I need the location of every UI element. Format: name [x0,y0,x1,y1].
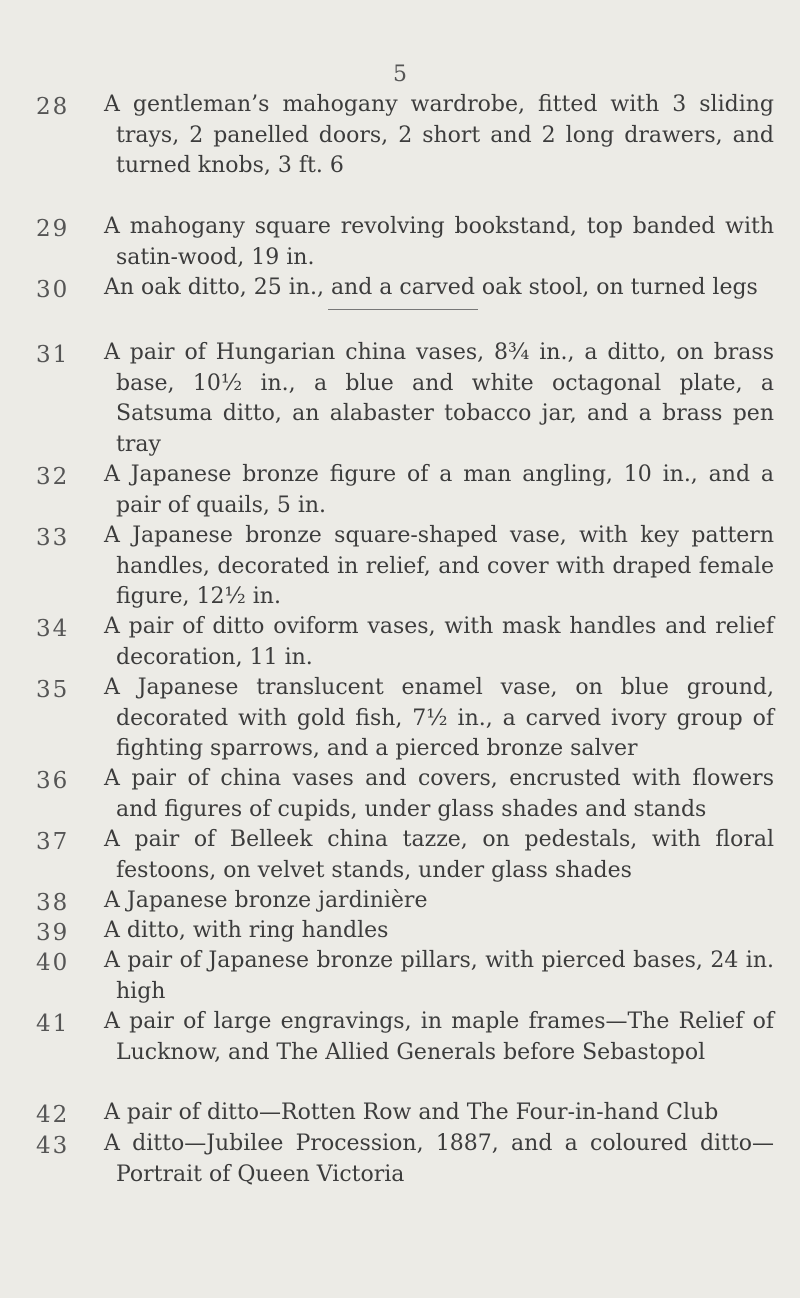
lot-description: A ditto—Jubilee Procession, 1887, and a coloured ditto—Portrait of Queen Victoria [104,1131,774,1187]
lot-description: A mahogany square revolving bookstand, top banded with satin-wood, 19 in. [104,214,774,270]
lot-description: A pair of ditto—Rotten Row and The Four-in-hand Club [104,1100,719,1125]
lot-number: 28 [36,94,70,120]
lot-description: A ditto, with ring handles [104,918,389,943]
lot-description: A Japanese bronze figure of a man angling, 10 in., and a pair of quails, 5 in. [104,462,774,518]
lot-description: A Japanese bronze square-shaped vase, with key pattern handles, decorated in relief, and cover with draped female figure, 12½ in. [104,523,774,609]
lot-number: 37 [36,829,70,855]
lot-number: 31 [36,342,70,368]
page-number: 5 [393,62,407,87]
lot-number: 41 [36,1011,70,1037]
lot-description: A pair of Belleek china tazze, on pedestals, with floral festoons, on velvet stands, under glass shades [104,827,774,883]
lot-description: A Japanese translucent enamel vase, on blue ground, decorated with gold fish, 7½ in., a carved ivory group of fighting sparrows, and a pierced bronze salver [104,675,774,761]
lot-description: An oak ditto, 25 in., and a carved oak stool, on turned legs [104,275,758,300]
lot-number: 34 [36,616,70,642]
lot-number: 30 [36,277,70,303]
lot-number: 39 [36,920,70,946]
lot-number: 32 [36,464,70,490]
lot-number: 36 [36,768,70,794]
section-divider [328,309,478,310]
lot-number: 43 [36,1133,70,1159]
lot-description: A pair of Japanese bronze pillars, with pierced bases, 24 in. high [104,948,774,1004]
lot-number: 35 [36,677,70,703]
lot-description: A Japanese bronze jardinière [104,888,428,913]
lot-number: 42 [36,1102,70,1128]
lot-description: A pair of ditto oviform vases, with mask handles and relief decoration, 11 in. [104,614,774,670]
lot-description: A pair of china vases and covers, encrusted with flowers and figures of cupids, under glass shades and stands [104,766,774,822]
lot-number: 40 [36,950,70,976]
lot-description: A pair of Hungarian china vases, 8¾ in., a ditto, on brass base, 10½ in., a blue and white octagonal plate, a Satsuma ditto, an alabaster tobacco jar, and a brass pen tray [104,340,774,457]
lot-number: 33 [36,525,70,551]
lot-number: 29 [36,216,70,242]
lot-description: A pair of large engravings, in maple frames—The Relief of Lucknow, and The Allied Generals before Sebastopol [104,1009,774,1065]
lot-description: A gentleman’s mahogany wardrobe, fitted with 3 sliding trays, 2 panelled doors, 2 short and 2 long drawers, and turned knobs, 3 ft. 6 [104,92,774,178]
lot-number: 38 [36,890,70,916]
